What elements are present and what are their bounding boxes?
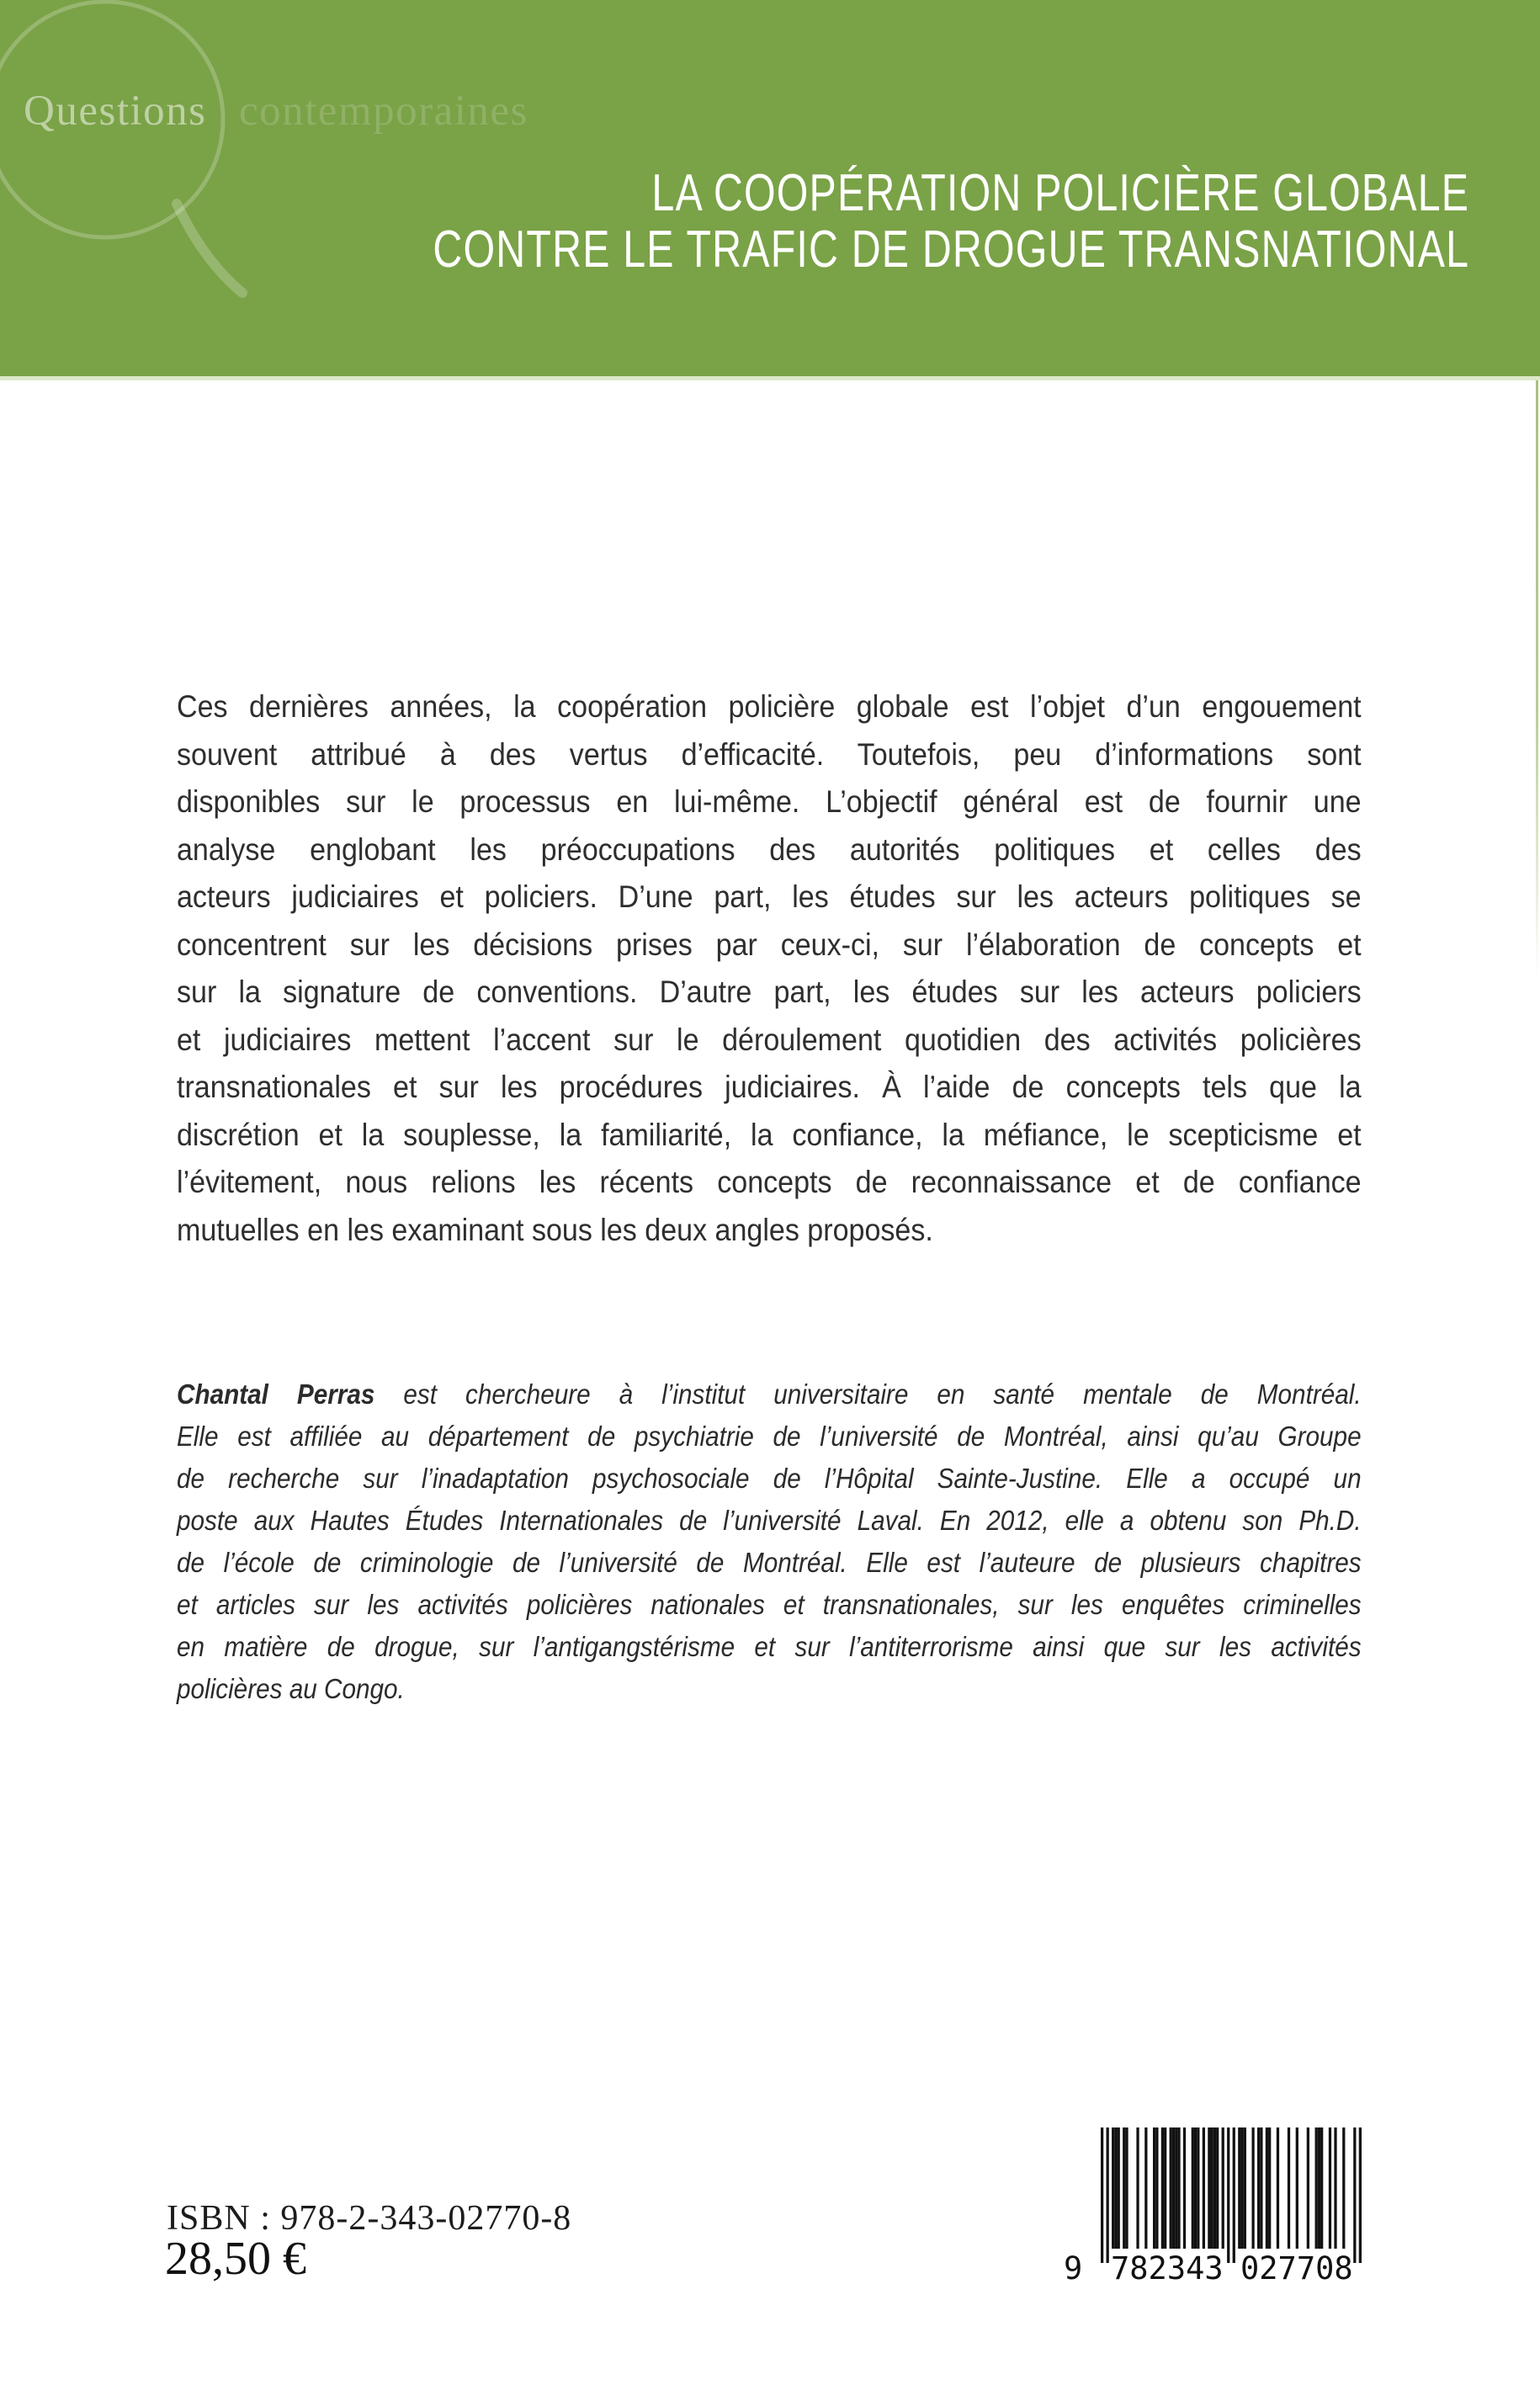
book-title: [433, 165, 1469, 278]
synopsis-line: mutuelles en les examinant sous les deux angles proposés.: [177, 1212, 933, 1247]
collection-name-secondary: contemporaines: [239, 88, 528, 135]
bio-line: et articles sur les activités policières nationales et transnationales, sur les enquêtes criminelles: [177, 1589, 1362, 1620]
barcode-first-digit: 9: [1064, 2250, 1083, 2287]
page-edge-artifact: [1536, 380, 1538, 978]
synopsis-line: acteurs judiciaires et policiers. D’une part, les études sur les acteurs politiques se: [177, 879, 1362, 914]
synopsis-line: disponibles sur le processus en lui-même. L’objectif général est de fournir une: [177, 784, 1362, 819]
bio-line: de recherche sur l’inadaptation psychosociale de l’Hôpital Sainte-Justine. Elle a occupé un: [177, 1463, 1362, 1494]
synopsis-line: Ces dernières années, la coopération policière globale est l’objet d’un engouement: [177, 689, 1362, 724]
price-label: 28,50 €: [165, 2233, 306, 2285]
bio-line-1-text: est chercheure à l’institut universitaire en santé mentale de Montréal.: [374, 1378, 1362, 1410]
synopsis-line: l’évitement, nous relions les récents concepts de reconnaissance et de confiance: [177, 1165, 1362, 1199]
synopsis-line: et judiciaires mettent l’accent sur le déroulement quotidien des activités policières: [177, 1022, 1362, 1057]
barcode-bars-icon: [1101, 2127, 1362, 2263]
barcode-digit-group-1: 782343: [1111, 2250, 1224, 2287]
ean13-barcode: [1064, 2127, 1362, 2287]
synopsis-line: concentrent sur les décisions prises par ceux-ci, sur l’élaboration de concepts et: [177, 927, 1362, 962]
collection-name-primary: Questions: [24, 88, 207, 135]
bio-line: policières au Congo.: [177, 1673, 405, 1704]
bio-line: de l’école de criminologie de l’université de Montréal. Elle est l’auteure de plusieurs chapitres: [177, 1547, 1362, 1578]
collection-q-logo-icon: [0, 0, 286, 328]
synopsis: [177, 683, 1362, 1254]
bio-line: Elle est affiliée au département de psychiatrie de l’université de Montréal, ainsi qu’au Groupe: [177, 1421, 1362, 1452]
author-name: Chantal Perras: [177, 1378, 375, 1410]
synopsis-line: souvent attribué à des vertus d’efficacité. Toutefois, peu d’informations sont: [177, 736, 1362, 772]
synopsis-line: analyse englobant les préoccupations des autorités politiques et celles des: [177, 831, 1362, 867]
bio-line: poste aux Hautes Études Internationales de l’université Laval. En 2012, elle a obtenu son Ph.D.: [177, 1505, 1362, 1536]
bio-line: en matière de drogue, sur l’antigangstérisme et sur l’antiterrorisme ainsi que sur les activités: [177, 1631, 1362, 1662]
band-bottom-edge: [0, 376, 1540, 380]
synopsis-line: discrétion et la souplesse, la familiarité, la confiance, la méfiance, le scepticisme et: [177, 1117, 1362, 1152]
isbn-label: ISBN : 978-2-343-02770-8: [167, 2199, 572, 2238]
bio-line: [177, 1373, 1362, 1416]
title-line-1: LA COOPÉRATION POLICIÈRE GLOBALE: [651, 164, 1469, 222]
title-line-2: CONTRE LE TRAFIC DE DROGUE TRANSNATIONAL: [433, 220, 1469, 279]
synopsis-line: transnationales et sur les procédures judiciaires. À l’aide de concepts tels que la: [177, 1070, 1362, 1104]
synopsis-line: sur la signature de conventions. D’autre part, les études sur les acteurs policiers: [177, 975, 1362, 1009]
barcode-digit-group-2: 027708: [1240, 2250, 1353, 2287]
author-bio: [177, 1373, 1362, 1710]
